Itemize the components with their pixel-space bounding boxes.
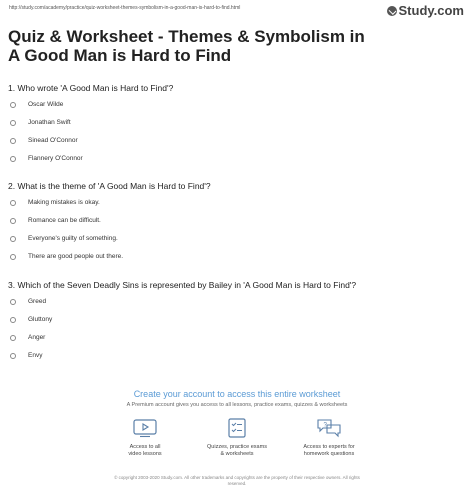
feature-line-2: homework questions xyxy=(303,451,355,457)
page-url: http://study.com/academy/practice/quiz-worksheet-themes-symbolism-in-a-good-man-is-hard-to-find.html xyxy=(9,5,241,11)
feature-list xyxy=(0,418,474,458)
feature-line-2: video lessons xyxy=(128,451,162,457)
cta-title[interactable]: Create your account to access this entire worksheet xyxy=(133,389,341,399)
option-label: Romance can be difficult. xyxy=(28,217,101,224)
radio-button[interactable] xyxy=(10,317,16,323)
feature-video xyxy=(110,418,180,458)
feature-line-1: Access to experts for xyxy=(303,444,355,450)
svg-text:?: ? xyxy=(323,422,327,429)
question-3-option-4[interactable] xyxy=(10,352,42,359)
question-1: 1. Who wrote 'A Good Man is Hard to Find'? xyxy=(8,83,174,93)
question-3-option-2[interactable] xyxy=(10,316,52,323)
option-label: There are good people out there. xyxy=(28,253,124,260)
option-label: Jonathan Swift xyxy=(28,119,71,126)
question-2-option-2[interactable] xyxy=(10,217,101,224)
question-2-option-1[interactable] xyxy=(10,199,100,206)
question-2: 2. What is the theme of 'A Good Man is Hard to Find'? xyxy=(8,181,211,191)
chat-icon xyxy=(316,418,342,438)
question-1-option-4[interactable] xyxy=(10,155,83,162)
checkmark-icon xyxy=(387,6,397,16)
radio-button[interactable] xyxy=(10,138,16,144)
option-label: Gluttony xyxy=(28,316,53,323)
copyright-line-1: © copyright 2003-2020 Study.com. All other trademarks and copyrights are the property of their respective owners. All rights xyxy=(114,475,360,480)
radio-button[interactable] xyxy=(10,156,16,162)
radio-button[interactable] xyxy=(10,254,16,260)
question-3-option-3[interactable] xyxy=(10,334,45,341)
option-label: Greed xyxy=(28,298,47,305)
option-label: Envy xyxy=(28,352,43,359)
radio-button[interactable] xyxy=(10,120,16,126)
option-label: Oscar Wilde xyxy=(28,101,64,108)
radio-button[interactable] xyxy=(10,218,16,224)
question-1-option-1[interactable] xyxy=(10,101,63,108)
footer xyxy=(0,475,474,487)
cta-subtitle: A Premium account gives you access to all lessons, practice exams, quizzes & worksheets xyxy=(126,402,348,408)
feature-line-1: Access to all xyxy=(129,444,161,450)
feature-line-1: Quizzes, practice exams xyxy=(207,444,267,450)
question-2-option-4[interactable] xyxy=(10,253,123,260)
option-label: Flannery O'Connor xyxy=(28,155,83,162)
option-label: Everyone's guilty of something. xyxy=(28,235,118,242)
radio-button[interactable] xyxy=(10,102,16,108)
feature-experts xyxy=(294,418,364,458)
option-label: Sinead O'Connor xyxy=(28,137,78,144)
study-logo[interactable] xyxy=(387,3,465,18)
option-label: Making mistakes is okay. xyxy=(28,199,100,206)
page-title: Quiz & Worksheet - Themes & Symbolism in A Good Man is Hard to Find xyxy=(8,27,365,65)
feature-quiz xyxy=(202,418,272,458)
option-label: Anger xyxy=(28,334,46,341)
question-1-option-2[interactable] xyxy=(10,119,71,126)
radio-button[interactable] xyxy=(10,299,16,305)
radio-button[interactable] xyxy=(10,200,16,206)
feature-line-2: & worksheets xyxy=(220,451,254,457)
question-1-option-3[interactable] xyxy=(10,137,78,144)
video-icon xyxy=(132,418,158,438)
logo-text: Study.com xyxy=(398,3,464,18)
question-3-option-1[interactable] xyxy=(10,298,46,305)
question-2-option-3[interactable] xyxy=(10,235,118,242)
signup-cta xyxy=(0,389,474,408)
radio-button[interactable] xyxy=(10,335,16,341)
question-3: 3. Which of the Seven Deadly Sins is represented by Bailey in 'A Good Man is Hard to Find'? xyxy=(8,280,357,290)
copyright-line-2: reserved. xyxy=(227,481,247,486)
quiz-icon xyxy=(224,418,250,438)
radio-button[interactable] xyxy=(10,236,16,242)
radio-button[interactable] xyxy=(10,353,16,359)
